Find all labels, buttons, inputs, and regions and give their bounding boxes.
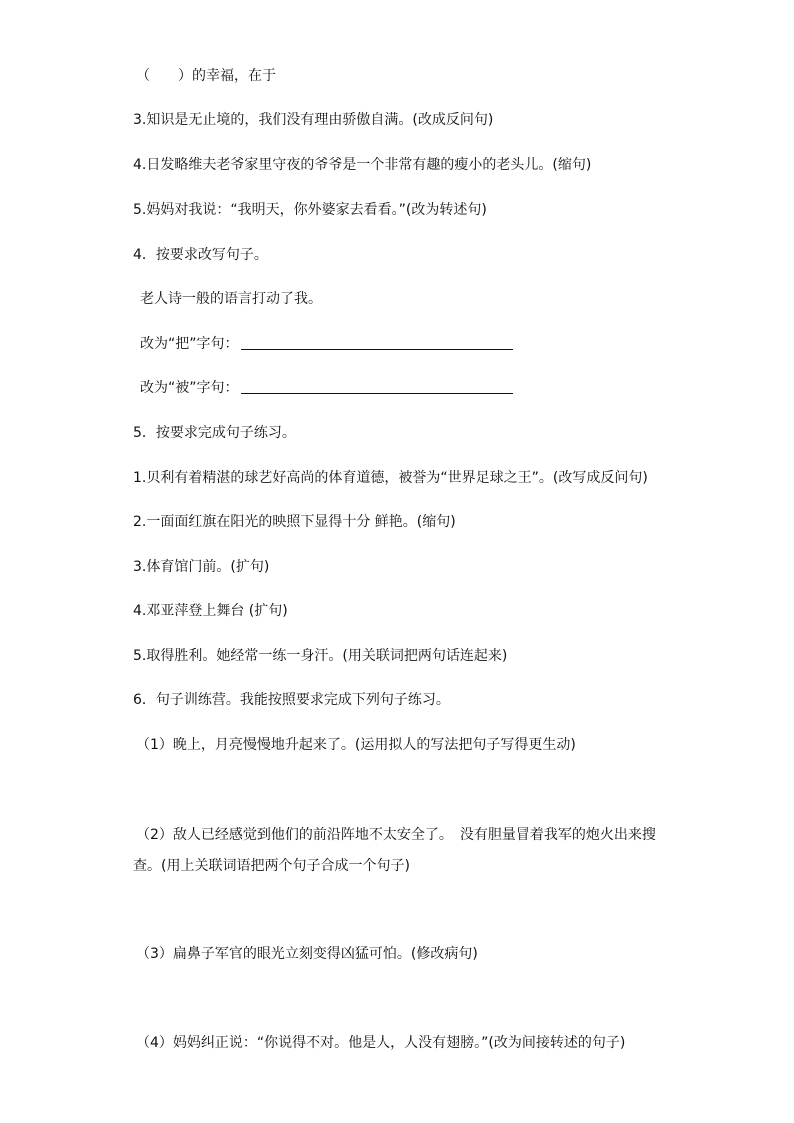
answer-line-ba <box>140 334 513 354</box>
text-line: 3.知识是无止境的，我们没有理由骄傲自满。(改成反问句) <box>133 112 494 128</box>
text-line: 1.贝利有着精湛的球艺好高尚的体育道德，被誉为“世界足球之王”。(改写成反问句) <box>133 470 648 486</box>
text-line: （1）晚上，月亮慢慢地升起来了。(运用拟人的写法把句子写得更生动) <box>136 737 576 753</box>
section-heading: 5．按要求完成句子练习。 <box>133 425 296 441</box>
section-heading: 6．句子训练营。我能按照要求完成下列句子练习。 <box>133 692 450 708</box>
answer-blank[interactable] <box>241 335 513 350</box>
text-line: 查。(用上关联词语把两个句子合成一个句子) <box>133 858 410 874</box>
answer-label: 改为“把”字句： <box>140 336 239 352</box>
text-line: （ ）的幸福，在于 <box>136 68 276 84</box>
text-line: 5.取得胜利。她经常一练一身汗。(用关联词把两句话连起来) <box>133 648 508 664</box>
text-line: 4.邓亚萍登上舞台 (扩句) <box>133 603 288 619</box>
text-line: 2.一面面红旗在阳光的映照下显得十分 鲜艳。(缩句) <box>133 514 456 530</box>
section-heading: 4．按要求改写句子。 <box>133 247 268 263</box>
answer-label: 改为“被”字句： <box>140 380 239 396</box>
text-line: 3.体育馆门前。(扩句) <box>133 559 270 575</box>
answer-line-bei <box>140 378 513 398</box>
text-line: 4.日发略维夫老爷家里守夜的爷爷是一个非常有趣的瘦小的老头儿。(缩句) <box>133 157 592 173</box>
text-line: 老人诗一般的语言打动了我。 <box>140 291 322 307</box>
text-line: （3）扁鼻子军官的眼光立刻变得凶猛可怕。(修改病句) <box>136 946 478 962</box>
text-line: （4）妈妈纠正说：“你说得不对。他是人，人没有翅膀。”(改为间接转述的句子) <box>136 1035 626 1051</box>
text-line: （2）敌人已经感觉到他们的前沿阵地不太安全了。 没有胆量冒着我军的炮火出来搜 <box>136 827 656 843</box>
answer-blank[interactable] <box>241 379 513 394</box>
text-line: 5.妈妈对我说：“我明天，你外婆家去看看。”(改为转述句) <box>133 202 487 218</box>
